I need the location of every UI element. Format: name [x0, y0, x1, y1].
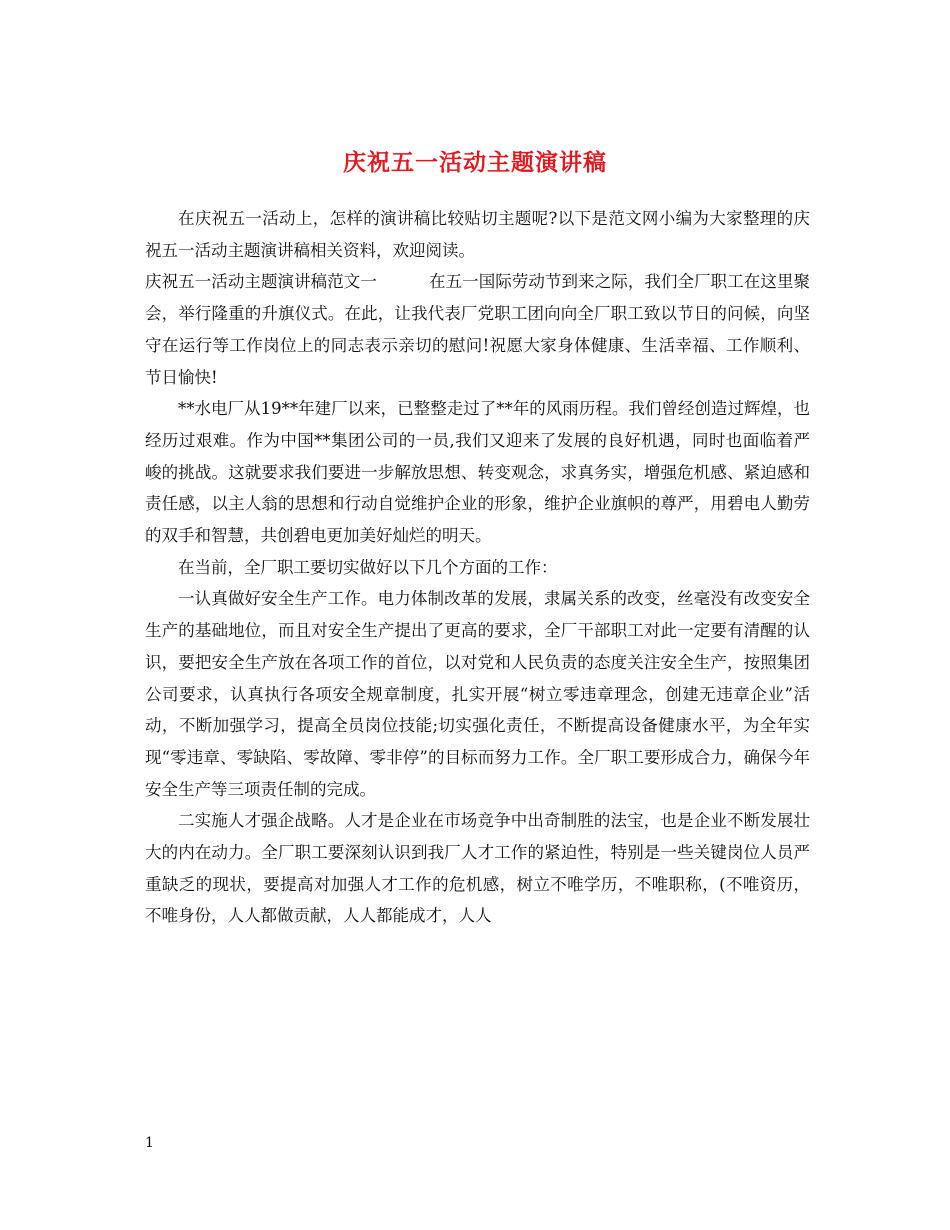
document-title: 庆祝五一活动主题演讲稿: [343, 149, 607, 177]
document-body: [145, 203, 810, 932]
section-first-paragraph: 在五一国际劳动节到来之际，我们全厂职工在这里聚会，举行隆重的升旗仪式。在此，让我代表厂党职工团向向全厂职工致以节日的问候，向坚守在运行等工作岗位上的同志表示亲切的慰问!祝愿大家身体健康、生活幸福、工作顺利、节日愉快!: [145, 272, 811, 387]
body-paragraph: 在当前，全厂职工要切实做好以下几个方面的工作：: [178, 557, 558, 577]
page-number: 1: [145, 1135, 154, 1151]
body-paragraph: 二实施人才强企战略。人才是企业在市场竞争中出奇制胜的法宝，也是企业不断发展壮大的内在动力。全厂职工要深刻认识到我厂人才工作的紧迫性，特别是一些关键岗位人员严重缺乏的现状，要提高对加强人才工作的危机感，树立不唯学历，不唯职称，(不唯资历，不唯身份，人人都做贡献，人人都能成才，人人: [145, 811, 810, 926]
section-heading: 庆祝五一活动主题演讲稿范文一: [145, 272, 377, 292]
section-paragraph: [145, 266, 810, 393]
body-paragraph: **水电厂从19**年建厂以来，已整整走过了**年的风雨历程。我们曾经创造过辉煌，也经历过艰难。作为中国**集团公司的一员,我们又迎来了发展的良好机遇，同时也面临着严峻的挑战。这就要求我们要进一步解放思想、转变观念，求真务实，增强危机感、紧迫感和责任感，以主人翁的思想和行动自觉维护企业的形象，维护企业旗帜的尊严，用碧电人勤劳的双手和智慧，共创碧电更加美好灿烂的明天。: [145, 399, 810, 546]
intro-paragraph: 在庆祝五一活动上，怎样的演讲稿比较贴切主题呢?以下是范文网小编为大家整理的庆祝五一活动主题演讲稿相关资料，欢迎阅读。: [145, 209, 810, 260]
body-paragraph: 一认真做好安全生产工作。电力体制改革的发展，隶属关系的改变，丝毫没有改变安全生产的基础地位，而且对安全生产提出了更高的要求，全厂干部职工对此一定要有清醒的认识，要把安全生产放在各项工作的首位，以对党和人民负责的态度关注安全生产，按照集团公司要求，认真执行各项安全规章制度，扎实开展“树立零违章理念，创建无违章企业”活动，不断加强学习，提高全员岗位技能;切实强化责任，不断提高设备健康水平，为全年实现“零违章、零缺陷、零故障、零非停”的目标而努力工作。全厂职工要形成合力，确保今年安全生产等三项责任制的完成。: [145, 589, 810, 799]
